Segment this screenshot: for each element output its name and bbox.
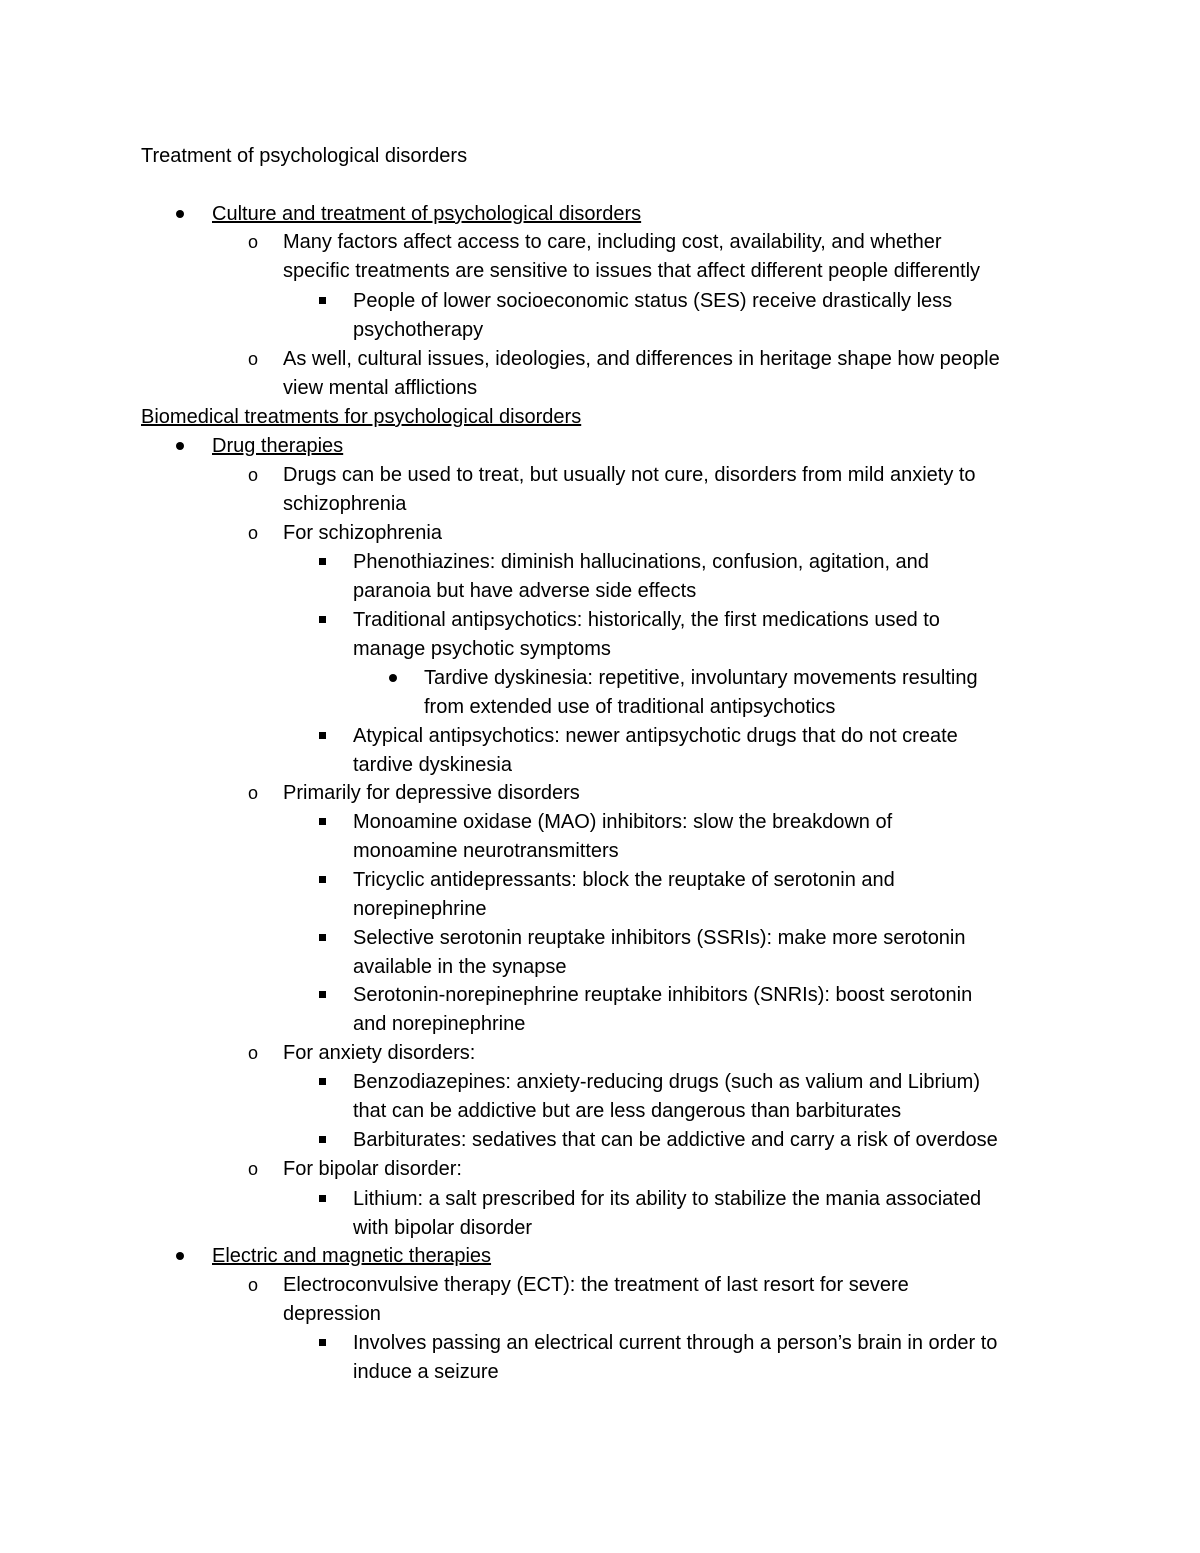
section-biomedical-heading: Biomedical treatments for psychological disorders <box>141 406 582 428</box>
bullet-square <box>319 1195 326 1202</box>
bullet-circle: o <box>248 1275 259 1295</box>
bullet-square <box>319 297 326 304</box>
anx-item-1: Benzodiazepines: anxiety-reducing drugs (such as valium and Librium) <box>353 1071 980 1093</box>
bullet-square <box>319 1339 326 1346</box>
anx-item-2: Barbiturates: sedatives that can be addictive and carry a risk of overdose <box>353 1129 998 1151</box>
bullet-circle: o <box>248 349 259 369</box>
anxiety-heading: For anxiety disorders: <box>283 1042 476 1064</box>
bip-item-1: Lithium: a salt prescribed for its ability to stabilize the mania associated <box>353 1188 982 1210</box>
dep-item-2: Tricyclic antidepressants: block the reuptake of serotonin and <box>353 869 895 891</box>
schizophrenia-heading: For schizophrenia <box>283 522 442 544</box>
schiz-item-1-cont: paranoia but have adverse side effects <box>353 580 697 602</box>
anx-item-1-cont: that can be addictive but are less dangerous than barbiturates <box>353 1100 902 1122</box>
schiz-item-3: Atypical antipsychotics: newer antipsychotic drugs that do not create <box>353 725 958 747</box>
ect-item-1-cont: induce a seizure <box>353 1361 499 1383</box>
schiz-item-2: Traditional antipsychotics: historically, the first medications used to <box>353 609 940 631</box>
bip-item-1-cont: with bipolar disorder <box>353 1217 532 1239</box>
bullet-disc <box>176 1252 184 1260</box>
schiz-item-1: Phenothiazines: diminish hallucinations, confusion, agitation, and <box>353 551 929 573</box>
schiz-item-3-cont: tardive dyskinesia <box>353 754 512 776</box>
bullet-circle: o <box>248 1159 259 1179</box>
dep-item-3: Selective serotonin reuptake inhibitors (SSRIs): make more serotonin <box>353 927 966 949</box>
dep-item-1-cont: monoamine neurotransmitters <box>353 840 619 862</box>
bullet-square <box>319 818 326 825</box>
electric-therapies-heading: Electric and magnetic therapies <box>212 1245 492 1267</box>
culture-point-2-cont: view mental afflictions <box>283 377 478 399</box>
bullet-circle: o <box>248 523 259 543</box>
schiz-item-2a: Tardive dyskinesia: repetitive, involuntary movements resulting <box>424 667 978 689</box>
bullet-square <box>319 732 326 739</box>
drug-therapies-heading: Drug therapies <box>212 435 344 457</box>
bullet-circle: o <box>248 1043 259 1063</box>
bullet-square <box>319 1136 326 1143</box>
bullet-disc <box>176 442 184 450</box>
dep-item-3-cont: available in the synapse <box>353 956 567 978</box>
culture-point-1a-cont: psychotherapy <box>353 319 484 341</box>
dep-item-4: Serotonin-norepinephrine reuptake inhibitors (SNRIs): boost serotonin <box>353 984 973 1006</box>
bullet-square <box>319 991 326 998</box>
section-culture-heading: Culture and treatment of psychological disorders <box>212 203 642 225</box>
dep-item-4-cont: and norepinephrine <box>353 1013 526 1035</box>
culture-point-1-cont: specific treatments are sensitive to issues that affect different people differently <box>283 260 981 282</box>
bullet-circle: o <box>248 465 259 485</box>
bullet-disc <box>176 210 184 218</box>
drug-point-a-cont: schizophrenia <box>283 493 407 515</box>
dep-item-1: Monoamine oxidase (MAO) inhibitors: slow the breakdown of <box>353 811 893 833</box>
ect-point: Electroconvulsive therapy (ECT): the treatment of last resort for severe <box>283 1274 909 1296</box>
drug-point-a: Drugs can be used to treat, but usually not cure, disorders from mild anxiety to <box>283 464 976 486</box>
ect-item-1: Involves passing an electrical current through a person’s brain in order to <box>353 1332 998 1354</box>
ect-point-cont: depression <box>283 1303 381 1325</box>
bullet-square <box>319 934 326 941</box>
bullet-circle: o <box>248 232 259 252</box>
depressive-heading: Primarily for depressive disorders <box>283 782 580 804</box>
bipolar-heading: For bipolar disorder: <box>283 1158 462 1180</box>
schiz-item-2a-cont: from extended use of traditional antipsychotics <box>424 696 836 718</box>
document-title: Treatment of psychological disorders <box>141 145 468 167</box>
bullet-disc <box>389 674 397 682</box>
culture-point-1a: People of lower socioeconomic status (SES) receive drastically less <box>353 290 953 312</box>
bullet-circle: o <box>248 783 259 803</box>
dep-item-2-cont: norepinephrine <box>353 898 487 920</box>
schiz-item-2-cont: manage psychotic symptoms <box>353 638 611 660</box>
bullet-square <box>319 1078 326 1085</box>
bullet-square <box>319 876 326 883</box>
bullet-square <box>319 616 326 623</box>
bullet-square <box>319 558 326 565</box>
culture-point-1: Many factors affect access to care, including cost, availability, and whether <box>283 231 942 253</box>
culture-point-2: As well, cultural issues, ideologies, and differences in heritage shape how people <box>283 348 1000 370</box>
